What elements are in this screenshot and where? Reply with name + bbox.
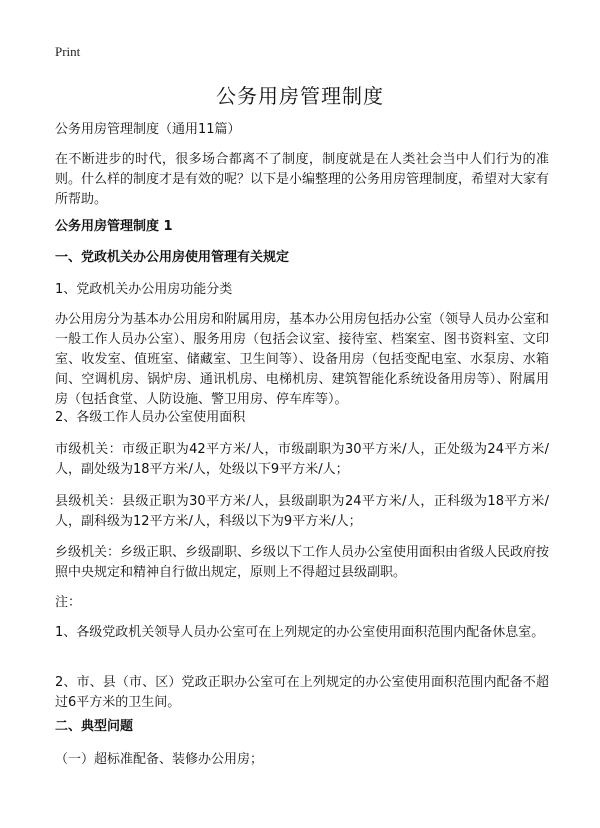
print-link[interactable]: Print: [55, 44, 81, 59]
document-subtitle: 公务用房管理制度（通用11篇）: [55, 122, 241, 137]
note-label: 注：: [55, 595, 82, 610]
item1-heading: 1、党政机关办公用房功能分类: [55, 282, 233, 297]
note-2: 2、市、县（市、区）党政正职办公室可在上列规定的办公室使用面积范围内配备不超过6平方米的卫生间。: [55, 675, 549, 710]
city-level-paragraph: 市级机关：市级正职为42平方米/人，市级副职为30平方米/人，正处级为24平方米/人，副处级为18平方米/人，处级以下9平方米/人；: [55, 442, 549, 477]
item1-body: 办公用房分为基本办公用房和附属用房，基本办公用房包括办公室（领导人员办公室和一般工作人员办公室）、服务用房（包括会议室、接待室、档案室、图书资料室、文印室、收发室、值班室、储藏室、卫生间等）、设备用房（包括变配电室、水泵房、水箱间、空调机房、锅炉房、通讯机房、电梯机房、建筑智能化系统设备用房等）、附属用房（包括食堂、人防设施、警卫用房、停车库等）。: [55, 312, 550, 407]
intro-paragraph: 在不断进步的时代，很多场合都离不了制度，制度就是在人类社会当中人们行为的准则。什么样的制度才是有效的呢？以下是小编整理的公务用房管理制度，希望对大家有所帮助。: [55, 152, 550, 207]
section-title: 公务用房管理制度 1: [55, 219, 173, 234]
part2-heading: 二、典型问题: [55, 719, 134, 734]
note-1: 1、各级党政机关领导人员办公室可在上列规定的办公室使用面积范围内配备休息室。: [55, 625, 545, 640]
item2-heading: 2、各级工作人员办公室使用面积: [55, 410, 246, 425]
township-level-paragraph: 乡级机关：乡级正职、乡级副职、乡级以下工作人员办公室使用面积由省级人民政府按照中央规定和精神自行做出规定，原则上不得超过县级副职。: [55, 545, 550, 580]
part2-item-1: （一）超标准配备、装修办公用房；: [55, 752, 264, 767]
part1-heading: 一、党政机关办公用房使用管理有关规定: [55, 250, 290, 265]
county-level-paragraph: 县级机关：县级正职为30平方米/人，县级副职为24平方米/人，正科级为18平方米/人，副科级为12平方米/人，科级以下为9平方米/人；: [55, 494, 549, 529]
document-title: 公务用房管理制度: [216, 84, 384, 108]
